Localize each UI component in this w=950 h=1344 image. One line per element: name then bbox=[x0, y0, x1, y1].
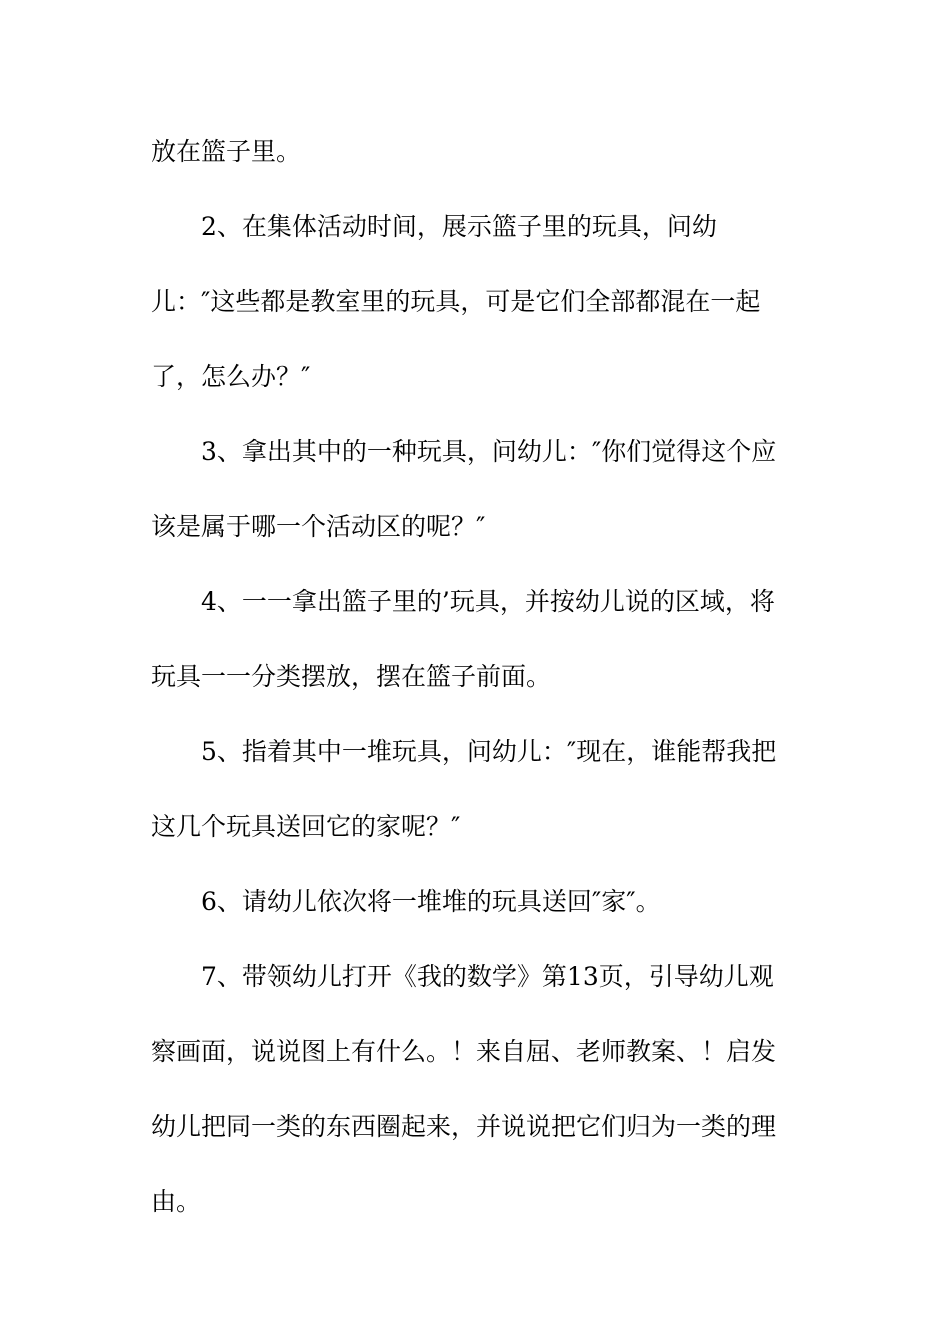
paragraph-line: 玩具一一分类摆放，摆在篮子前面。 bbox=[151, 662, 552, 691]
paragraph-line: 该是属于哪一个活动区的呢？″ bbox=[151, 512, 486, 541]
paragraph-line: 3、拿出其中的一种玩具，问幼儿：″你们觉得这个应 bbox=[201, 437, 777, 466]
paragraph-line: 7、带领幼儿打开《我的数学》第13页，引导幼儿观 bbox=[201, 962, 774, 991]
paragraph-line: 放在篮子里。 bbox=[151, 137, 302, 166]
paragraph-line: 察画面，说说图上有什么。！来自屈、老师教案、！启发 bbox=[151, 1037, 777, 1066]
paragraph-line: 这几个玩具送回它的家呢？″ bbox=[151, 812, 461, 841]
paragraph-line: 6、请幼儿依次将一堆堆的玩具送回″家″。 bbox=[201, 887, 661, 916]
paragraph-line: 5、指着其中一堆玩具，问幼儿：″现在，谁能帮我把 bbox=[201, 737, 777, 766]
paragraph-line: 儿：″这些都是教室里的玩具，可是它们全部都混在一起 bbox=[151, 287, 761, 316]
paragraph-line: 幼儿把同一类的东西圈起来，并说说把它们归为一类的理 bbox=[151, 1112, 777, 1141]
paragraph-line: 由。 bbox=[151, 1187, 202, 1216]
paragraph-line: 2、在集体活动时间，展示篮子里的玩具，问幼 bbox=[201, 212, 717, 241]
paragraph-line: 4、一一拿出篮子里的’玩具，并按幼儿说的区域，将 bbox=[201, 587, 775, 616]
paragraph-line: 了，怎么办？″ bbox=[151, 362, 311, 391]
